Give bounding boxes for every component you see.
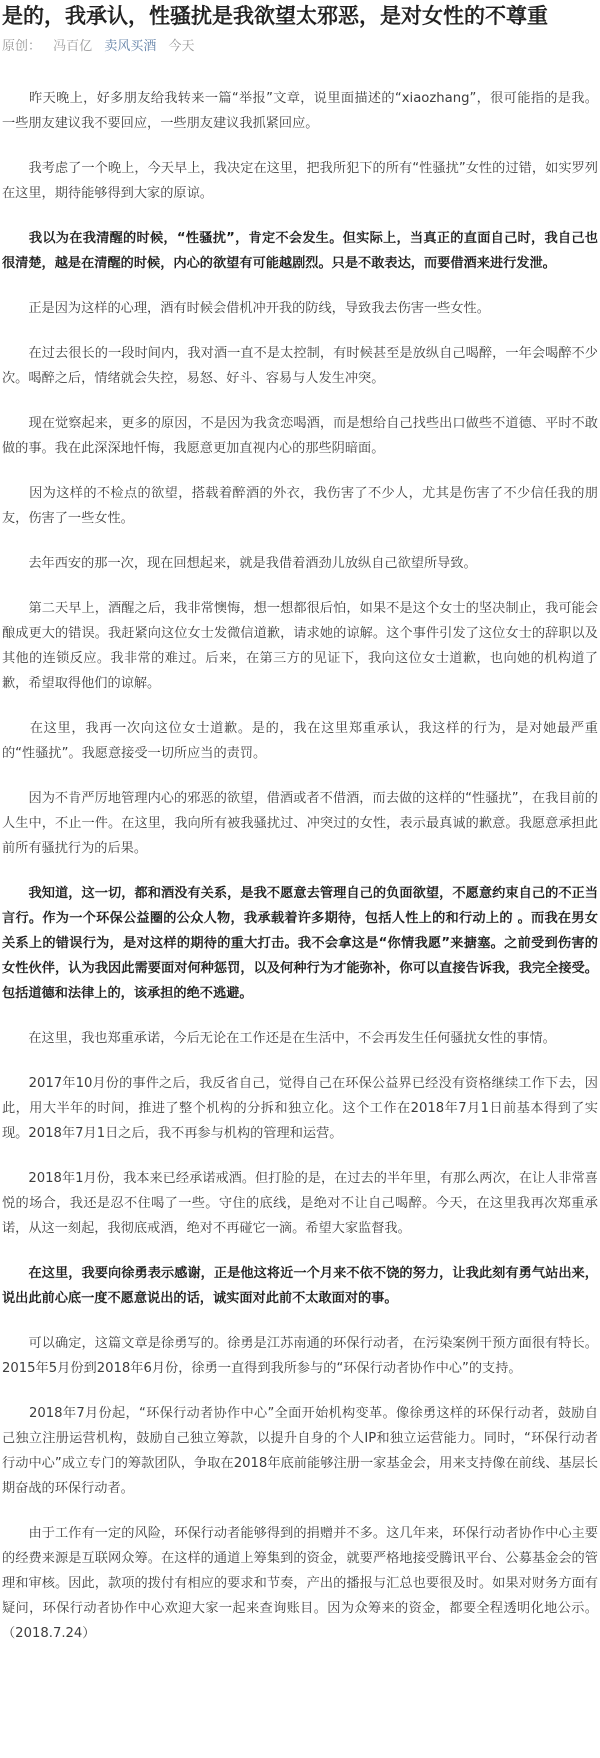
article-paragraph: 2017年10月份的事件之后，我反省自己，觉得自己在环保公益界已经没有资格继续工作下去，因此，用大半年的时间，推进了整个机构的分拆和独立化。这个工作在2018年7月1日前基本得到了实现。2018年7月1日之后，我不再参与机构的管理和运营。	[2, 1076, 598, 1141]
article-paragraph: 我知道，这一切，都和酒没有关系，是我不愿意去管理自己的负面欲望，不愿意约束自己的不正当言行。作为一个环保公益圈的公众人物，我承载着许多期待，包括人性上的和行动上的 。而我在男女关系上的错误行为，是对这样的期待的重大打击。我不会拿这是“你情我愿”来搪塞。之前受到伤害的女性伙伴，认为我因此需要面对何种惩罚，以及何种行为才能弥补，你可以直接告诉我，我完全接受。包括道德和法律上的，该承担的绝不逃避。	[2, 886, 598, 1001]
article-paragraph: 在过去很长的一段时间内，我对酒一直不是太控制，有时候甚至是放纵自己喝醉，一年会喝醉不少次。喝醉之后，情绪就会失控，易怒、好斗、容易与人发生冲突。	[2, 346, 598, 386]
article-paragraph: 在这里，我再一次向这位女士道歉。是的，我在这里郑重承认，我这样的行为，是对她最严重的“性骚扰”。我愿意接受一切所应当的责罚。	[2, 721, 598, 761]
meta-account-link[interactable]: 卖风买酒	[104, 39, 157, 54]
article-body	[2, 86, 598, 1646]
article-paragraph: 我以为在我清醒的时候，“性骚扰”，肯定不会发生。但实际上，当真正的直面自己时，我自己也很清楚，越是在清醒的时候，内心的欲望有可能越剧烈。只是不敢表达，而要借酒来进行发泄。	[2, 231, 598, 271]
article-paragraph: 昨天晚上，好多朋友给我转来一篇“举报”文章，说里面描述的“xiaozhang”，很可能指的是我。一些朋友建议我不要回应，一些朋友建议我抓紧回应。	[2, 91, 598, 131]
meta-date: 今天	[168, 39, 195, 54]
article-paragraph: 在这里，我要向徐勇表示感谢，正是他这将近一个月来不依不饶的努力，让我此刻有勇气站出来，说出此前心底一度不愿意说出的话，诚实面对此前不太敢面对的事。	[2, 1266, 598, 1306]
article-paragraph: 我考虑了一个晚上，今天早上，我决定在这里，把我所犯下的所有“性骚扰”女性的过错，如实罗列在这里，期待能够得到大家的原谅。	[2, 161, 598, 201]
article-paragraph: 第二天早上，酒醒之后，我非常懊悔，想一想都很后怕，如果不是这个女士的坚决制止，我可能会酿成更大的错误。我赶紧向这位女士发微信道歉，请求她的谅解。这个事件引发了这位女士的辞职以及其他的连锁反应。我非常的难过。后来，在第三方的见证下，我向这位女士道歉，也向她的机构道了歉，希望取得他们的谅解。	[2, 601, 598, 691]
article-paragraph: 2018年7月份起，“环保行动者协作中心”全面开始机构变革。像徐勇这样的环保行动者，鼓励自己独立注册运营机构，鼓励自己独立筹款，以提升自身的个人IP和独立运营能力。同时，“环保行动者行动中心”成立专门的筹款团队，争取在2018年底前能够注册一家基金会，用来支持像在前线、基层长期奋战的环保行动者。	[2, 1406, 598, 1496]
article-paragraph: 2018年1月份，我本来已经承诺戒酒。但打脸的是，在过去的半年里，有那么两次，在让人非常喜悦的场合，我还是忍不住喝了一些。守住的底线，是绝对不让自己喝醉。今天，在这里我再次郑重承诺，从这一刻起，我彻底戒酒，绝对不再碰它一滴。希望大家监督我。	[2, 1171, 598, 1236]
article-paragraph: 可以确定，这篇文章是徐勇写的。徐勇是江苏南通的环保行动者，在污染案例干预方面很有特长。2015年5月份到2018年6月份，徐勇一直得到我所参与的“环保行动者协作中心”的支持。	[2, 1336, 598, 1376]
article-paragraph: 在这里，我也郑重承诺，今后无论在工作还是在生活中，不会再发生任何骚扰女性的事情。	[2, 1031, 556, 1046]
article-title: 是的，我承认，性骚扰是我欲望太邪恶，是对女性的不尊重	[2, 4, 548, 28]
article-paragraph: 因为这样的不检点的欲望，搭载着醉酒的外衣，我伤害了不少人，尤其是伤害了不少信任我的朋友，伤害了一些女性。	[2, 486, 598, 526]
article-paragraph: 去年西安的那一次，现在回想起来，就是我借着酒劲儿放纵自己欲望所导致。	[2, 556, 477, 571]
article-paragraph: 正是因为这样的心理，酒有时候会借机冲开我的防线，导致我去伤害一些女性。	[2, 301, 490, 316]
meta-author: 冯百亿	[53, 39, 93, 54]
article-meta	[2, 38, 598, 56]
article-paragraph: 由于工作有一定的风险，环保行动者能够得到的捐赠并不多。这几年来，环保行动者协作中心主要的经费来源是互联网众筹。在这样的通道上筹集到的资金，就要严格地接受腾讯平台、公募基金会的管理和审核。因此，款项的拨付有相应的要求和节奏，产出的播报与汇总也要很及时。如果对财务方面有疑问，环保行动者协作中心欢迎大家一起来查询账目。因为众筹来的资金，都要全程透明化地公示。（2018.7.24）	[2, 1526, 598, 1641]
article-paragraph: 现在觉察起来，更多的原因，不是因为我贪恋喝酒，而是想给自己找些出口做些不道德、平时不敢做的事。我在此深深地忏悔，我愿意更加直视内心的那些阴暗面。	[2, 416, 598, 456]
meta-label: 原创：	[2, 39, 42, 54]
article-paragraph: 因为不肯严厉地管理内心的邪恶的欲望，借酒或者不借酒，而去做的这样的“性骚扰”，在我目前的人生中，不止一件。在这里，我向所有被我骚扰过、冲突过的女性，表示最真诚的歉意。我愿意承担此前所有骚扰行为的后果。	[2, 791, 598, 856]
